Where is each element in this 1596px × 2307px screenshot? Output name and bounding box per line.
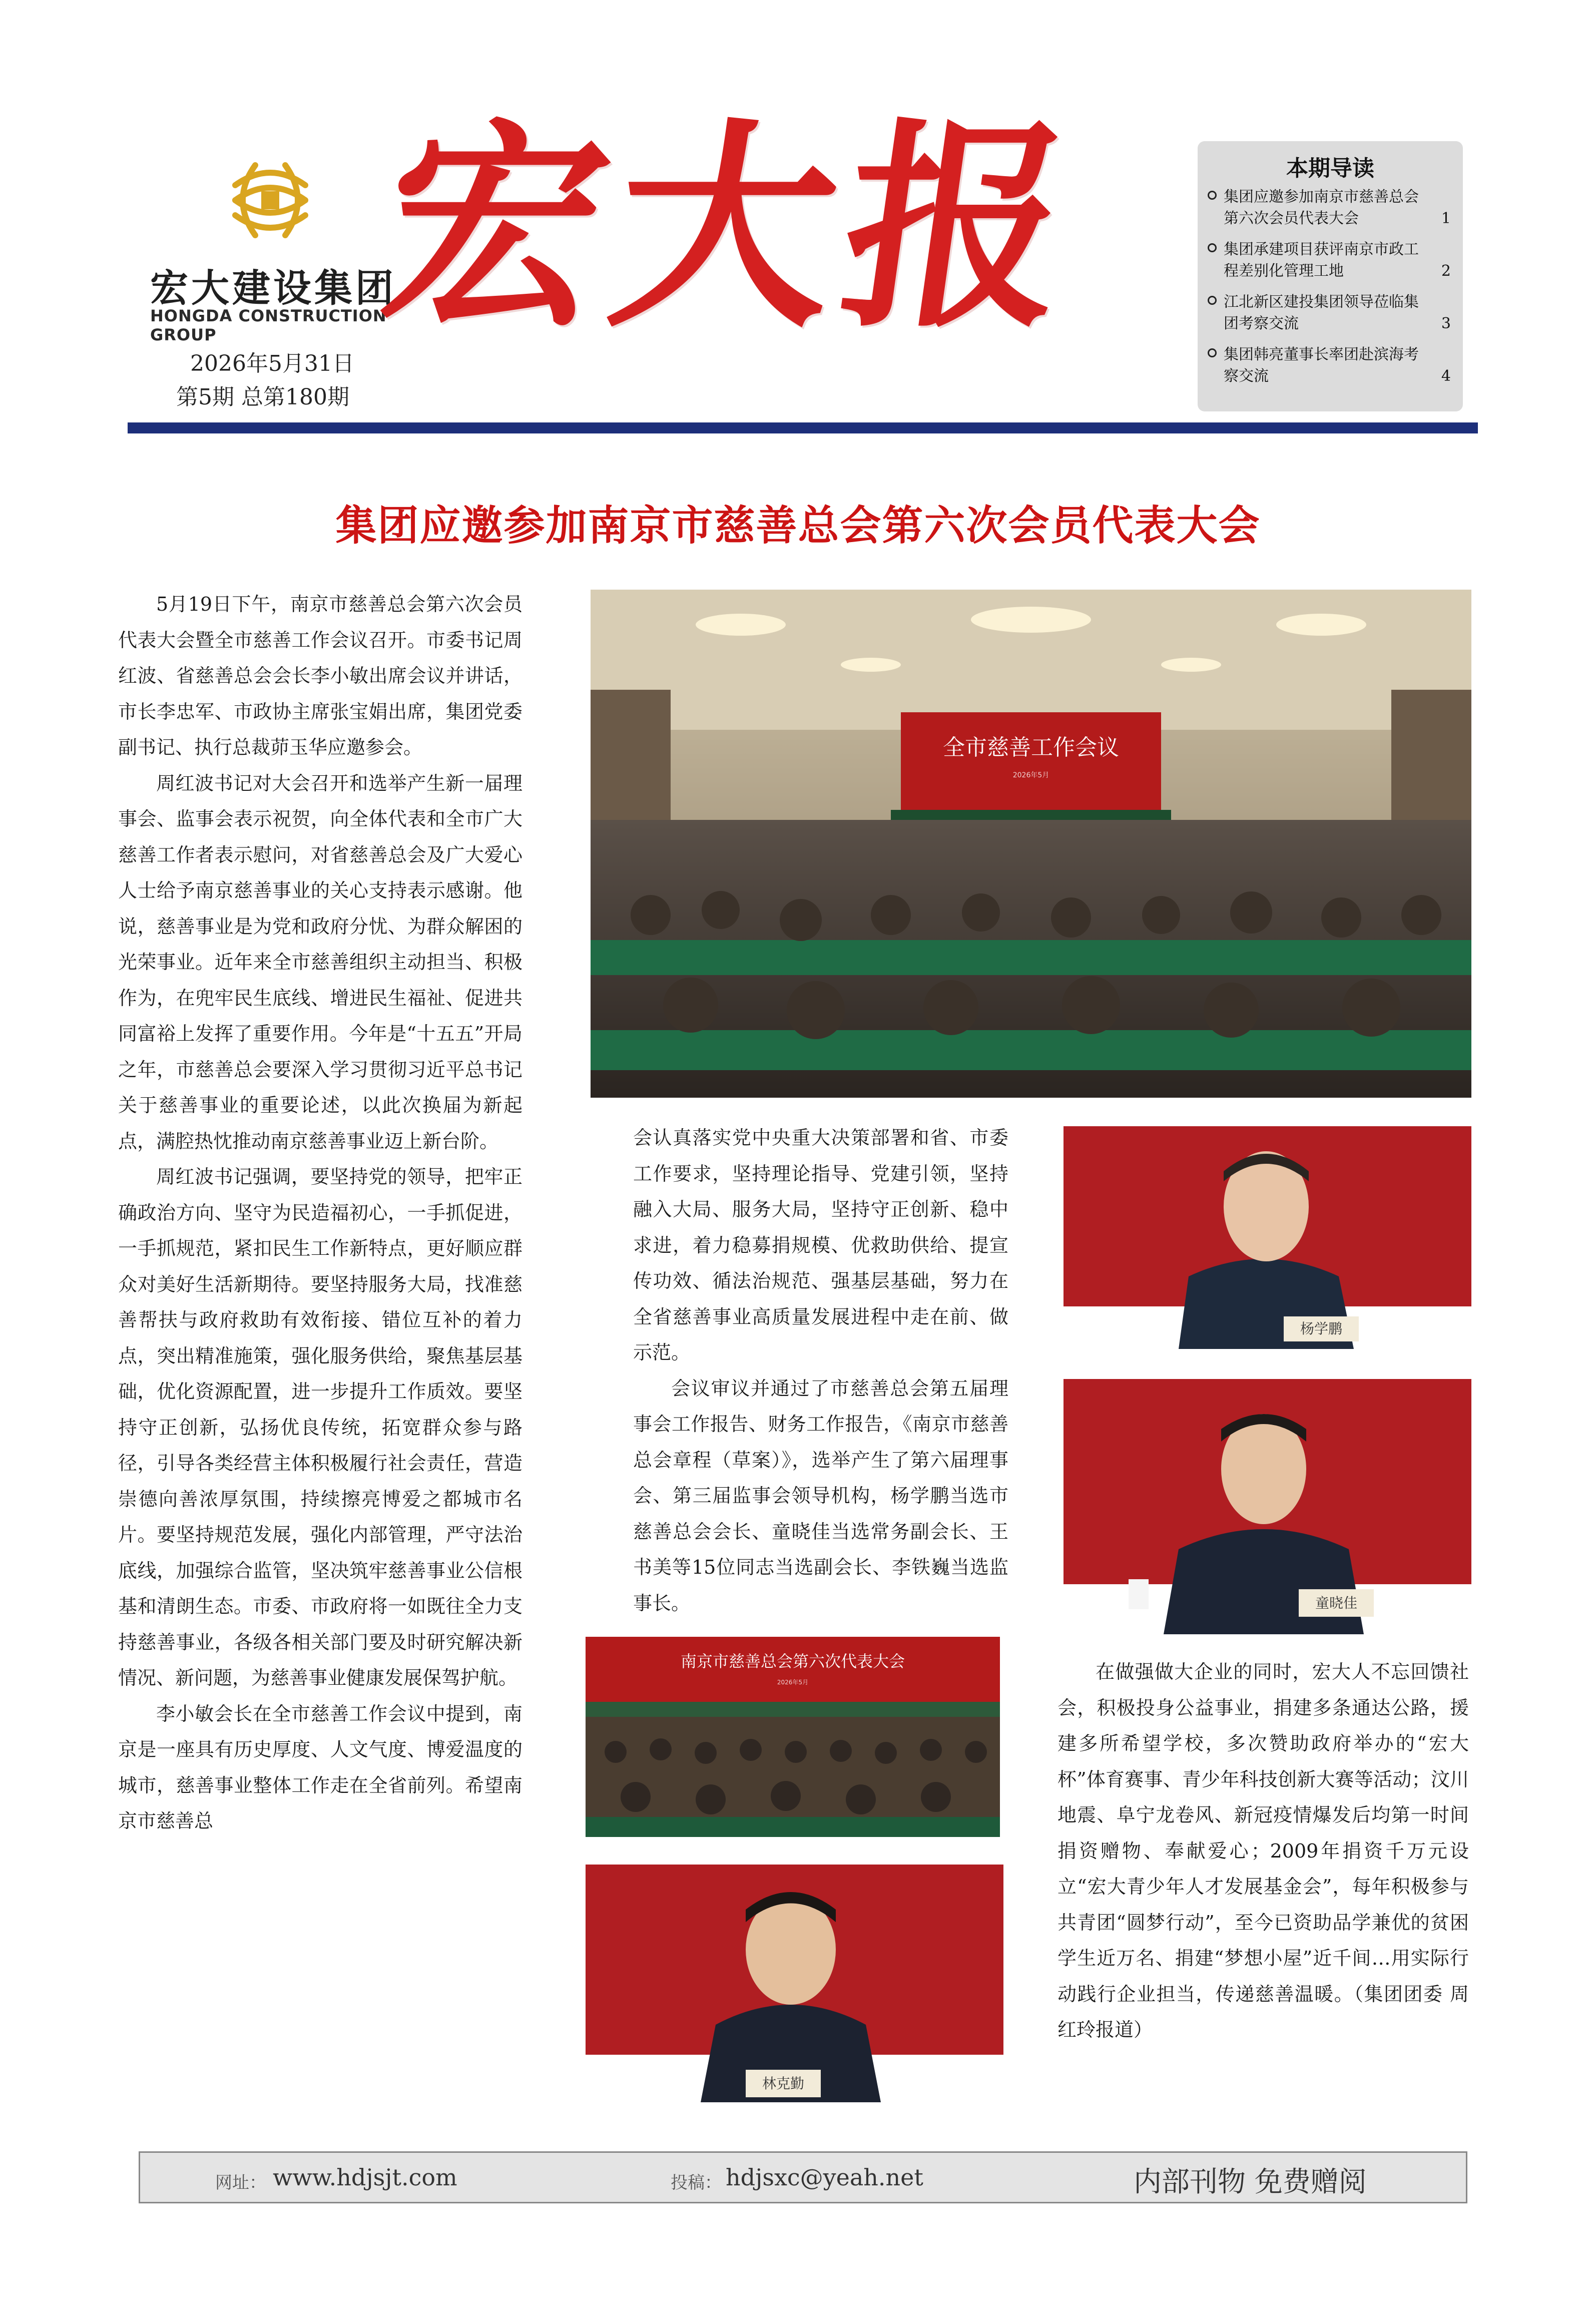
toc-item-text: 集团韩亮董事长率团赴滨海考察交流: [1224, 346, 1419, 385]
newspaper-title: 宏大报: [367, 98, 1095, 357]
conference-hall-photo: [591, 590, 1471, 1098]
speaker-photo-lin: [586, 1865, 1003, 2102]
congress-banner-date: 2026年5月: [777, 1679, 809, 1686]
circle-bullet-icon: [1208, 191, 1217, 200]
circle-bullet-icon: [1208, 243, 1217, 252]
circle-bullet-icon: [1208, 348, 1217, 357]
logo-english-name: HONGDA CONSTRUCTION GROUP: [150, 306, 387, 344]
submission-email[interactable]: hdjsxc@yeah.net: [726, 2164, 923, 2191]
paragraph: 周红波书记对大会召开和选举产生新一届理事会、监事会表示祝贺，向全体代表和全市广大慈善工作者表示慰问，对省慈善总会及广大爱心人士给予南京慈善事业的关心支持表示感谢。他说，慈善事业是为党和政府分忧、为群众解困的光荣事业。近年来全市慈善组织主动担当、积极作为，在兜牢民生底线、增进民生福祉、促进共同富裕上发挥了重要作用。今年是“十五五”开局之年，市慈善总会要深入学习贯彻习近平总书记关于慈善事业的重要论述，以此次换届为新起点，满腔热忱推动南京慈善事业迈上新台阶。: [118, 772, 522, 1152]
article-column-2: [633, 1120, 1008, 1621]
toc-item[interactable]: [1208, 186, 1453, 229]
distribution-note: 内部刊物 免费赠阅: [1134, 2166, 1367, 2198]
toc-title: 本期导读: [1286, 156, 1374, 181]
toc-item-page: 1: [1441, 210, 1451, 227]
paragraph: 在做强做大企业的同时，宏大人不忘回馈社会，积极投身公益事业，捐建多条通达公路，援建多所希望学校，多次赞助政府举办的“宏大杯”体育赛事、青少年科技创新大赛等活动；汶川地震、阜宁龙卷风、新冠疫情爆发后均第一时间捐资赠物、奉献爱心；2009年捐资千万元设立“宏大青少年人才发展基金会”，每年积极参与共青团“圆梦行动”，至今已资助品学兼优的贫困学生近万名、捐建“梦想小屋”近千间…用实际行动践行企业担当，传递慈善温暖。（集团团委 周红玲报道）: [1057, 1661, 1469, 2041]
speaker-photo-yang: [1063, 1126, 1471, 1349]
website-link[interactable]: www.hdjsjt.com: [273, 2164, 457, 2191]
toc-item-text: 集团应邀参加南京市慈善总会第六次会员代表大会: [1224, 188, 1419, 227]
logo-chinese-name: 宏大建设集团: [150, 266, 396, 310]
congress-photo: [586, 1637, 1000, 1837]
toc-item-text: 江北新区建投集团领导莅临集团考察交流: [1224, 293, 1419, 332]
circle-bullet-icon: [1208, 296, 1217, 305]
article-column-1: [118, 587, 522, 1839]
paragraph: 周红波书记强调，要坚持党的领导，把牢正确政治方向、坚守为民造福初心，一手抓促进，一手抓规范，紧扣民生工作新特点，更好顺应群众对美好生活新期待。要坚持服务大局，找准慈善帮扶与政府救助有效衔接、错位互补的着力点，突出精准施策，强化服务供给，聚焦基层基础，优化资源配置，进一步提升工作质效。要坚持守正创新，弘扬优良传统，拓宽群众参与路径，引导各类经营主体积极履行社会责任，营造崇德向善浓厚氛围，持续擦亮博爱之都城市名片。要坚持规范发展，强化内部管理，严守法治底线，加强综合监管，坚决筑牢慈善事业公信根基和清朗生态。市委、市政府将一如既往全力支持慈善事业，各级各相关部门要及时研究解决新情况、新问题，为慈善事业健康发展保驾护航。: [118, 1166, 522, 1689]
speaker-photo-tong: [1063, 1379, 1471, 1634]
toc-item-page: 4: [1441, 367, 1451, 385]
nameplate-text: 杨学鹏: [1300, 1320, 1343, 1337]
toc-item[interactable]: [1208, 291, 1453, 334]
congress-banner-text: 南京市慈善总会第六次代表大会: [680, 1652, 905, 1671]
hall-banner-text: 全市慈善工作会议: [943, 735, 1119, 760]
masthead-divider: [128, 422, 1478, 433]
article-headline: 集团应邀参加南京市慈善总会第六次会员代表大会: [335, 502, 1261, 550]
article-column-3: [1057, 1654, 1469, 2048]
nameplate-text: 林克勤: [762, 2075, 805, 2092]
toc-item-page: 3: [1441, 315, 1451, 332]
paragraph: 会认真落实党中央重大决策部署和省、市委工作要求，坚持理论指导、党建引领，坚持融入大局、服务大局，坚持守正创新、稳中求进，着力稳募捐规模、优救助供给、提宣传功效、循法治规范、强基层基础，努力在全省慈善事业高质量发展进程中走在前、做示范。: [633, 1127, 1008, 1363]
toc-item-page: 2: [1441, 262, 1451, 280]
toc-item[interactable]: [1208, 344, 1453, 387]
group-logo-icon: [220, 150, 320, 250]
footer-bar: [139, 2151, 1467, 2203]
publication-date: 2026年5月31日: [190, 351, 354, 376]
hall-banner-date: 2026年5月: [1012, 771, 1049, 779]
nameplate-text: 童晓佳: [1315, 1595, 1358, 1611]
table-of-contents: [1198, 141, 1463, 411]
paragraph: 5月19日下午，南京市慈善总会第六次会员代表大会暨全市慈善工作会议召开。市委书记周红波、省慈善总会会长李小敏出席会议并讲话，市长李忠军、市政协主席张宝娟出席，集团党委副书记、执行总裁茆玉华应邀参会。: [118, 593, 522, 758]
paragraph: 李小敏会长在全市慈善工作会议中提到，南京是一座具有历史厚度、人文气度、博爱温度的城市，慈善事业整体工作走在全省前列。希望南京市慈善总: [118, 1702, 522, 1832]
toc-item-text: 集团承建项目获评南京市政工程差别化管理工地: [1224, 241, 1419, 280]
paragraph: 会议审议并通过了市慈善总会第五届理事会工作报告、财务工作报告，《南京市慈善总会章程（草案）》，选举产生了第六届理事会、第三届监事会领导机构，杨学鹏当选市慈善总会会长、童晓佳当选常务副会长、王书美等15位同志当选副会长、李铁巍当选监事长。: [633, 1377, 1008, 1614]
issue-number: 第5期 总第180期: [176, 384, 349, 410]
toc-item[interactable]: [1208, 239, 1453, 282]
website-label: 网址：: [215, 2173, 266, 2193]
submission-label: 投稿：: [671, 2173, 722, 2193]
